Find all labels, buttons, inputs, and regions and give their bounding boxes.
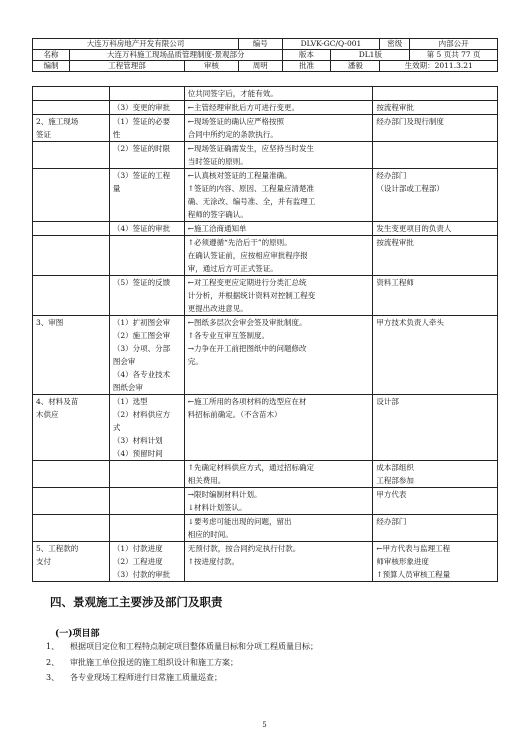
table-row (33, 488, 498, 515)
table-cell-c1 (33, 276, 110, 316)
table-cell-c4 (373, 395, 498, 461)
list-item-text: 根据项目定位和工程特点制定项目整体质量目标和分项工程质量目标； (70, 642, 318, 651)
cell-text-line: ↓要考虑可能出现的问题，留出 (187, 517, 292, 526)
table-cell-c1 (33, 87, 110, 101)
section-subtitle: (一)项目部 (55, 629, 100, 639)
cell-text-line: 成本部组织 (376, 463, 414, 472)
cell-text-line: （3）付款的审批 (112, 570, 171, 579)
table-cell-c2 (109, 236, 184, 276)
table-row (33, 115, 498, 142)
cell-text-line: →力争在开工前把图纸中的问题修改 (187, 344, 307, 353)
table-row (33, 222, 498, 236)
cell-text-line: （4）各专业技术 (112, 370, 171, 379)
cell-text-line: 经办部门 (376, 171, 407, 180)
cell-text-line: 审，通过后方可正式签证。 (187, 264, 278, 273)
table-cell-c3 (184, 87, 373, 101)
cell-text-line: 支付 (36, 557, 51, 566)
cell-text-line: 图纸会审 (112, 383, 143, 392)
table-cell-c1 (33, 515, 110, 542)
author-value: 工程管理部 (70, 61, 185, 72)
cell-text-line: 按流程审批 (376, 103, 414, 112)
cell-text-line: （3）变更的审批 (112, 103, 171, 112)
table-cell-c4 (373, 488, 498, 515)
cell-text-line: ←施工所用的各项材料的选型应在材 (187, 397, 307, 406)
cell-text-line: ←对工程变更应定期进行分类汇总统 (187, 278, 307, 287)
table-row (33, 395, 498, 461)
table-cell-c3 (184, 395, 373, 461)
cell-text-line: 工程部参加 (376, 476, 414, 485)
cell-text-line: （1）扩初图会审 (112, 318, 171, 327)
cell-text-line: ↓材料计划签认。 (187, 503, 247, 512)
table-body (33, 87, 498, 582)
list-item-number: 3、 (46, 673, 60, 682)
cell-text-line: 图会审 (112, 357, 136, 366)
cell-text-line: （1）付款进度 (112, 544, 163, 553)
table-cell-c3 (184, 542, 373, 582)
cell-text-line: （3）材料计划 (112, 436, 163, 445)
cell-text-line: （2）材料供应方 (112, 410, 171, 419)
table-cell-c3 (184, 461, 373, 488)
cell-text-line: 更提出改进意见。 (187, 304, 248, 313)
table-cell-c4 (373, 115, 498, 142)
cell-text-line: 发生变更项目的负责人 (376, 224, 452, 233)
cell-text-line: 木供应 (36, 410, 59, 419)
table-row (33, 236, 498, 276)
table-cell-c1 (33, 542, 110, 582)
table-row (33, 515, 498, 542)
cell-text-line: 签证 (36, 130, 51, 139)
table-cell-c2 (109, 276, 184, 316)
effective-date: 生效期：2011.3.21 (380, 61, 498, 72)
table-cell-c2 (109, 142, 184, 169)
cell-text-line: ←认真核对签证的工程量准确。 (187, 171, 292, 180)
cell-text-line: 式 (112, 423, 121, 432)
cell-text-line: 程师的签字确认。 (187, 210, 248, 219)
table-row (33, 542, 498, 582)
table-row (33, 142, 498, 169)
cell-text-line: ←主管经理审批后方可进行变更。 (187, 103, 300, 112)
table-cell-c2 (109, 395, 184, 461)
table-cell-c1 (33, 115, 110, 142)
table-cell-c2 (109, 488, 184, 515)
table-cell-c4 (373, 276, 498, 316)
table-cell-c1 (33, 222, 110, 236)
name-label: 名称 (33, 50, 70, 61)
table-cell-c2 (109, 115, 184, 142)
cell-text-line: ↑先确定材料供应方式，通过招标确定 (187, 463, 315, 472)
table-row (33, 316, 498, 395)
table-cell-c4 (373, 101, 498, 115)
cell-text-line: （4）签证的审批 (112, 224, 171, 233)
table-cell-c1 (33, 142, 110, 169)
cell-text-line: （2）工程进度 (112, 557, 163, 566)
table-cell-c1 (33, 395, 110, 461)
table-cell-c3 (184, 236, 373, 276)
approve-label: 批准 (282, 61, 331, 72)
cell-text-line: ↑按进度付款。 (187, 557, 240, 566)
review-label: 审核 (184, 61, 238, 72)
table-cell-c3 (184, 488, 373, 515)
list-item-text: 各专业现场工程师进行日常施工质量巡查； (70, 673, 222, 682)
table-row (33, 276, 498, 316)
table-cell-c3 (184, 142, 373, 169)
table-row (33, 87, 498, 101)
table-cell-c3 (184, 515, 373, 542)
table-cell-c3 (184, 222, 373, 236)
table-cell-c2 (109, 222, 184, 236)
cell-text-line: （1）签证的必要 (112, 117, 171, 126)
section-title: 四、景观施工主要涉及部门及职责 (50, 595, 223, 609)
cell-text-line: 在确认签证前，应按相应审批程序报 (187, 251, 308, 260)
cell-text-line: 合同中所约定的条款执行。 (187, 130, 278, 139)
cell-text-line: 相关费用。 (187, 476, 226, 485)
table-cell-c3 (184, 316, 373, 395)
table-cell-c2 (109, 87, 184, 101)
quality-management-table (32, 86, 498, 582)
cell-text-line: ←图纸多层次会审会签及审批制度。 (187, 318, 307, 327)
author-label: 编制 (33, 61, 70, 72)
table-cell-c1 (33, 461, 110, 488)
cell-text-line: 料招标前确定。（不含苗木） (187, 410, 282, 419)
number-label: 编号 (238, 39, 282, 50)
page-info: 第 5 页共 77 页 (410, 50, 498, 61)
approve-value: 潘毅 (331, 61, 380, 72)
cell-text-line: ↑必须遵循“先洽后干”的原则。 (187, 238, 292, 247)
cell-text-line: 甲方技术负责人牵头 (376, 318, 444, 327)
list-item (46, 655, 318, 671)
table-cell-c2 (109, 169, 184, 222)
cell-text-line: 5、工程款的 (36, 544, 79, 553)
cell-text-line: 2、施工现场 (36, 117, 79, 126)
name-value: 大连万科施工现场品质管理制度-景观部分 (70, 50, 282, 61)
table-cell-c1 (33, 316, 110, 395)
cell-text-line: （2）施工图会审 (112, 331, 171, 340)
company-name: 大连万科房地产开发有限公司 (33, 39, 239, 50)
cell-text-line: 确、无涂改、编号准、全，并有监理工 (187, 197, 316, 206)
cell-text-line: 量 (112, 184, 121, 193)
list-item-number: 1、 (46, 642, 60, 651)
table-cell-c1 (33, 488, 110, 515)
cell-text-line: 无预付款，按合同约定执行付款。 (187, 544, 301, 553)
cell-text-line: 当时签证的原则。 (187, 157, 248, 166)
table-row (33, 101, 498, 115)
cell-text-line: ↑签证的内容、原因、工程量应清楚准 (187, 184, 315, 193)
table-cell-c2 (109, 515, 184, 542)
cell-text-line: （3）签证的工程 (112, 171, 171, 180)
secret-label: 密级 (380, 39, 410, 50)
version-label: 版本 (282, 50, 331, 61)
table-cell-c1 (33, 101, 110, 115)
cell-text-line: 经办部门及现行制度 (376, 117, 444, 126)
table-cell-c4 (373, 169, 498, 222)
table-cell-c2 (109, 461, 184, 488)
document-header-table (32, 38, 498, 72)
cell-text-line: （5）签证的反馈 (112, 278, 171, 287)
table-cell-c3 (184, 101, 373, 115)
cell-text-line: 甲方代表 (376, 490, 407, 499)
list-item (46, 639, 318, 655)
duty-list (46, 639, 318, 686)
cell-text-line: 资料工程师 (376, 278, 414, 287)
table-cell-c4 (373, 515, 498, 542)
cell-text-line: 完。 (187, 357, 203, 366)
review-value: 周明 (238, 61, 282, 72)
table-row (33, 169, 498, 222)
cell-text-line: ↑各专业互审互签制度。 (187, 331, 270, 340)
table-cell-c1 (33, 169, 110, 222)
secret-value: 内部公开 (410, 39, 498, 50)
table-cell-c4 (373, 236, 498, 276)
table-cell-c4 (373, 542, 498, 582)
cell-text-line: （2）签证的时限 (112, 144, 171, 153)
cell-text-line: （4）预留时间 (112, 449, 163, 458)
cell-text-line: 位共同签字后，才能有效。 (187, 89, 278, 98)
cell-text-line: 4、材料及苗 (36, 397, 79, 406)
cell-text-line: 相应的时间。 (187, 530, 233, 539)
cell-text-line: →限时编制材料计划。 (187, 490, 262, 499)
table-cell-c2 (109, 101, 184, 115)
table-cell-c3 (184, 276, 373, 316)
page-number: 5 (262, 721, 267, 729)
cell-text-line: ←现场签证确需发生，应坚持当时发生 (187, 144, 315, 153)
cell-text-line: （3）分项、分部 (112, 344, 171, 353)
table-cell-c4 (373, 316, 498, 395)
cell-text-line: 性 (112, 130, 121, 139)
cell-text-line: ←现场签证的确认应严格按照 (187, 117, 285, 126)
cell-text-line: ↑预算人员审核工程量 (376, 570, 451, 579)
cell-text-line: 计分析，并根据统计资料对控制工程变 (187, 291, 316, 300)
cell-text-line: 3、审图 (36, 318, 64, 327)
list-item (46, 670, 318, 686)
cell-text-line: （1）选型 (112, 397, 148, 406)
list-item-text: 审批施工单位报送的施工组织设计和施工方案； (70, 657, 238, 667)
table-cell-c2 (109, 542, 184, 582)
table-cell-c4 (373, 461, 498, 488)
table-cell-c1 (33, 236, 110, 276)
list-item-number: 2、 (46, 657, 60, 667)
version-value: DL1版 (331, 50, 410, 61)
number-value: DLVK-GC/Q-001 (282, 39, 380, 50)
cell-text-line: 按流程审批 (376, 238, 414, 247)
cell-text-line: 师审核形象进度 (376, 557, 429, 566)
table-cell-c4 (373, 142, 498, 169)
table-cell-c4 (373, 222, 498, 236)
table-cell-c3 (184, 115, 373, 142)
cell-text-line: ←施工洽商通知单 (187, 224, 247, 233)
cell-text-line: ←甲方代表与监理工程 (376, 544, 451, 553)
table-cell-c3 (184, 169, 373, 222)
table-cell-c4 (373, 87, 498, 101)
cell-text-line: 设计部 (376, 397, 399, 406)
cell-text-line: 经办部门 (376, 517, 407, 526)
table-row (33, 461, 498, 488)
table-cell-c2 (109, 316, 184, 395)
cell-text-line: （设计部或工程部） (376, 184, 444, 193)
